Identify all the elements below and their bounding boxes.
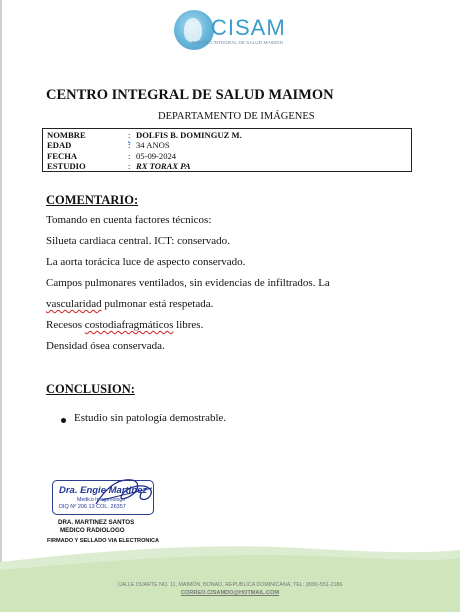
page-edge: [0, 0, 2, 612]
comentario-line-5: vascularidad pulmonar está respetada.: [46, 298, 214, 310]
comentario-line-6: Recesos costodiafragmáticos libres.: [46, 319, 204, 331]
comentario-line-7: Densidad ósea conservada.: [46, 340, 165, 352]
doctor-role: MEDICO RADIOLOGO: [60, 527, 125, 534]
stamp-ids: DIQ Nº 206 13 COL. 26357: [59, 504, 126, 510]
date-value: 05-09-2024: [136, 151, 177, 161]
comentario-heading: COMENTARIO:: [46, 193, 139, 207]
footer-address: CALLE DUARTE NO. 11, MAIMÓN, BONAO, REPUBLICA DOMINICANA, TEL: (809)-551-2186: [117, 582, 343, 588]
date-colon: :: [128, 151, 131, 161]
age-value: 34 ANOS: [136, 140, 170, 150]
conclusion-item: Estudio sin patología demostrable.: [74, 412, 227, 424]
footer-email[interactable]: CORREO.CISAMDO@HOTMAIL.COM: [180, 590, 280, 596]
age-label: EDAD: [47, 140, 72, 150]
comentario-line-4: Campos pulmonares ventilados, sin evidencias de infiltrados. La: [46, 277, 330, 289]
study-value: RX TORAX PA: [136, 161, 191, 171]
spell-mark-costodiafragmaticos: costodiafragmáticos: [84, 319, 174, 331]
doctor-name: DRA. MARTINEZ SANTOS: [58, 519, 135, 526]
comentario-line-3: La aorta torácica luce de aspecto conservado.: [46, 256, 246, 268]
patient-info-box: [42, 128, 412, 172]
stamp-title: Medico Imagenólogo: [77, 497, 126, 503]
comentario-line-1: Tomando en cuenta factores técnicos:: [46, 214, 212, 226]
name-label: NOMBRE: [47, 130, 86, 140]
study-colon: :: [128, 161, 131, 171]
study-label: ESTUDIO: [47, 161, 86, 171]
age-colon: :: [128, 140, 131, 150]
report-title: CENTRO INTEGRAL DE SALUD MAIMON: [46, 87, 334, 103]
logo-tagline: CENTRO INTEGRAL DE SALUD MAIMON: [192, 40, 283, 45]
name-value: DOLFIS B. DOMINGUZ M.: [136, 130, 242, 140]
date-label: FECHA: [47, 151, 78, 161]
handwritten-signature-icon: [92, 474, 162, 514]
name-colon: :: [128, 130, 131, 140]
cisam-logo: [174, 10, 286, 50]
conclusion-heading: CONCLUSION:: [46, 382, 135, 396]
footer-wave: [0, 540, 460, 612]
comentario-line-2: Silueta cardiaca central. ICT: conservado.: [46, 235, 230, 247]
stamp-name: Dra. Engie Martinez: [59, 485, 148, 496]
department: DEPARTAMENTO DE IMÁGENES: [158, 111, 315, 122]
bullet-icon: [61, 418, 66, 423]
spell-mark-vascularidad: vascularidad: [46, 298, 102, 310]
sealed-note: FIRMADO Y SELLADO VIA ELECTRONICA: [47, 538, 160, 544]
logo-brand: CISAM: [211, 15, 286, 40]
